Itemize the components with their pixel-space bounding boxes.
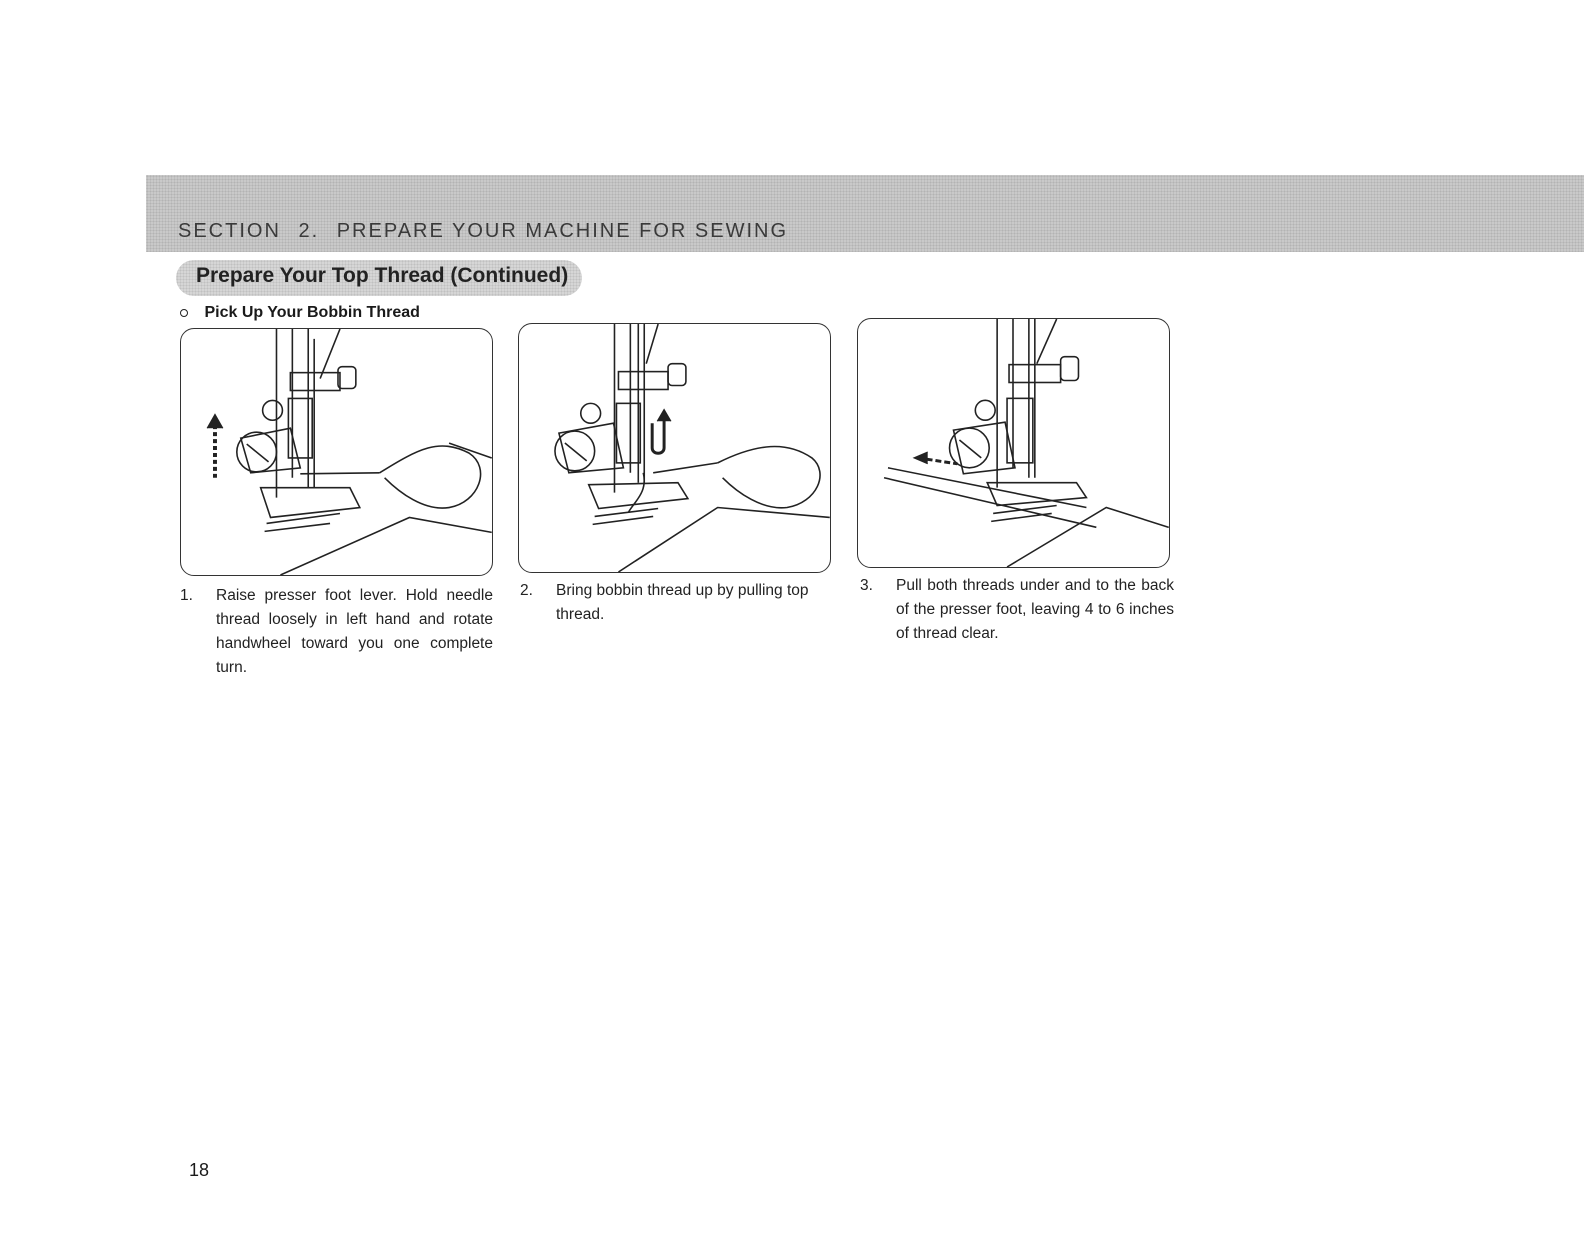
step-2 (520, 579, 835, 639)
step-1-text: Raise presser foot lever. Hold needle thread loosely in left hand and rotate handwheel toward you one complete turn. (216, 587, 493, 676)
bullet-heading (180, 304, 420, 322)
bullet-icon (180, 309, 188, 317)
step-3 (860, 574, 1175, 654)
illustration-step-3 (857, 318, 1170, 568)
step-1-number: 1. (180, 587, 193, 604)
illustration-step-2 (518, 323, 831, 573)
sewing-machine-pull-threads-back-illustration (858, 319, 1169, 567)
illustration-step-1 (180, 328, 493, 576)
step-3-text: Pull both threads under and to the back of the presser foot, leaving 4 to 6 inches of thread clear. (896, 577, 1174, 642)
step-2-number: 2. (520, 582, 533, 599)
step-2-text: Bring bobbin thread up by pulling top thread. (556, 582, 809, 623)
step-3-number: 3. (860, 577, 873, 594)
section-number: 2. (298, 220, 320, 242)
page-number: 18 (189, 1160, 210, 1180)
sewing-machine-bring-bobbin-thread-illustration (519, 324, 830, 572)
subheading: Prepare Your Top Thread (Continued) (196, 264, 569, 287)
bullet-text: Pick Up Your Bobbin Thread (204, 304, 420, 321)
section-name: PREPARE YOUR MACHINE FOR SEWING (336, 220, 789, 242)
sewing-machine-raise-lever-illustration (181, 329, 492, 575)
section-title (178, 220, 798, 243)
step-1 (180, 584, 495, 684)
section-label: SECTION (178, 220, 281, 242)
